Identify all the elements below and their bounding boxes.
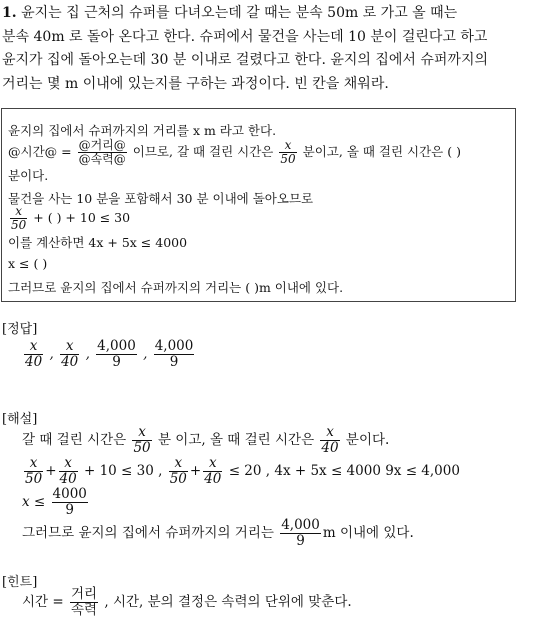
box-line-6: 이를 계산하면 4x + 5x ≤ 4000 — [8, 235, 188, 250]
explanation-line-3: x ≤ $\frac{4000}{9}$ — [22, 486, 87, 518]
question-text-line4: 거리는 몇 m 이내에 있는지를 구하는 과정이다. 빈 칸을 채워라. — [2, 76, 389, 92]
box-fraction-x50: $\frac{x}{50}$ — [11, 204, 27, 233]
box-line-4: 물건을 사는 10 분을 포함해서 30 분 이내에 돌아오므로 — [8, 191, 314, 206]
answer-fraction-2: $\frac{x}{40}$ — [61, 338, 79, 370]
explanation-line-1: 갈 때 걸린 시간은 $\frac{x}{50}$ 분 이고, 올 때 걸린 시간은 $\frac{x}{40}$ 분이다. — [22, 424, 390, 456]
answer-heading: [정답] — [2, 322, 38, 337]
question-text-line1: 윤지는 집 근처의 슈퍼를 다녀오는데 갈 때는 분속 50m 로 가고 올 때는 — [21, 5, 458, 21]
explanation-heading: [해설] — [2, 412, 38, 427]
explanation-fraction: $\frac{x}{50}$ — [133, 424, 151, 456]
question — [2, 3, 457, 23]
explanation-fraction: $\frac{x}{50}$ — [25, 455, 43, 487]
explanation-fraction: $\frac{x}{40}$ — [59, 455, 77, 487]
hint-line: 시간 = $\frac{\text{거리}}{\text{속력}}$ , 시간, 분의 결정은 속력의 단위에 맞춘다. — [22, 586, 352, 618]
hint-heading: [힌트] — [2, 575, 38, 590]
explanation-fraction: $\frac{4000}{9}$ — [52, 486, 87, 518]
box-line-3: 분이다. — [8, 168, 49, 183]
hint-fraction: $\frac{\text{거리}}{\text{속력}}$ — [70, 586, 98, 618]
box-line-8: 그러므로 윤지의 집에서 슈퍼까지의 거리는 ( )m 이내에 있다. — [8, 280, 344, 295]
answer-fraction-1: $\frac{x}{40}$ — [25, 338, 43, 370]
explanation-fraction: $\frac{4,000}{9}$ — [281, 517, 320, 549]
box-fraction-time: $\frac{\text{@거리@}}{\text{@속력@}}$ — [78, 138, 126, 167]
explanation-fraction: $\frac{x}{40}$ — [321, 424, 339, 456]
explanation-fraction: $\frac{x}{50}$ — [169, 455, 187, 487]
box-fraction-go: $\frac{x}{50}$ — [280, 138, 296, 167]
explanation-line-4: 그러므로 윤지의 집에서 슈퍼까지의 거리는 $\frac{4,000}{9}$ m 이내에 있다. — [22, 517, 414, 549]
question-number: 1. — [2, 5, 17, 21]
answer-fraction-3: $\frac{4,000}{9}$ — [97, 338, 136, 370]
explanation-line-2: $\frac{x}{50}$ + $\frac{x}{40}$ + 10 ≤ 30 , $\frac{x}{50}$ + $\frac{x}{40}$ ≤ 20 , 4x + 5x ≤ 4000 9x ≤ 4,000 — [25, 455, 460, 487]
box-line-2: @시간@ = $\frac{\text{@거리@}}{\text{@속력@}}$ 이므로, 갈 때 걸린 시간은 $\frac{x}{50}$ 분이고, 올 때 걸린 시간은 ( ) — [8, 138, 461, 167]
box-line-7: x ≤ ( ) — [8, 256, 48, 271]
question-text-line3: 윤지가 집에 돌아오는데 30 분 이내로 걸렸다고 한다. 윤지의 집에서 슈퍼까지의 — [2, 52, 489, 68]
box-line-5: $\frac{x}{50}$ + ( ) + 10 ≤ 30 — [11, 204, 131, 233]
box-line-1: 윤지의 집에서 슈퍼까지의 거리를 x m 라고 한다. — [8, 123, 277, 138]
answer-values: $\frac{x}{40}$ , $\frac{x}{40}$ , $\frac{4,000}{9}$ , $\frac{4,000}{9}$ — [25, 338, 194, 370]
answer-fraction-4: $\frac{4,000}{9}$ — [154, 338, 194, 370]
problem-box — [1, 108, 516, 302]
explanation-fraction: $\frac{x}{40}$ — [204, 455, 222, 487]
question-text-line2: 분속 40m 로 돌아 온다고 한다. 슈퍼에서 물건을 사는데 10 분이 걸린다고 하고 — [2, 29, 488, 45]
